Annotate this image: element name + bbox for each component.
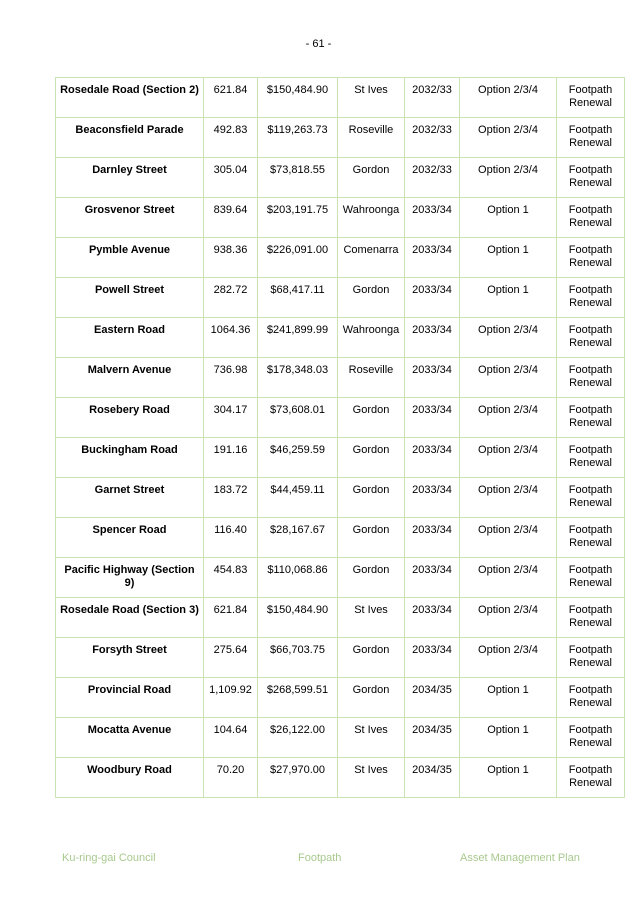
- table-row: [56, 758, 625, 798]
- option-cell: Option 1: [460, 198, 557, 238]
- page-number: - 61 -: [305, 38, 332, 50]
- year-cell: 2033/34: [405, 598, 460, 638]
- area-cell: 454.83: [204, 558, 258, 598]
- table-row: [56, 638, 625, 678]
- table-row: [56, 318, 625, 358]
- option-cell: Option 2/3/4: [460, 558, 557, 598]
- table-row: [56, 398, 625, 438]
- area-cell: 116.40: [204, 518, 258, 558]
- area-cell: 183.72: [204, 478, 258, 518]
- option-cell: Option 2/3/4: [460, 638, 557, 678]
- treatment-cell: Footpath Renewal: [557, 758, 625, 798]
- suburb-cell: Gordon: [338, 558, 405, 598]
- cost-cell: $241,899.99: [258, 318, 338, 358]
- area-cell: 736.98: [204, 358, 258, 398]
- road-name-cell: Malvern Avenue: [56, 358, 204, 398]
- option-cell: Option 2/3/4: [460, 78, 557, 118]
- suburb-cell: Gordon: [338, 158, 405, 198]
- cost-cell: $226,091.00: [258, 238, 338, 278]
- year-cell: 2034/35: [405, 678, 460, 718]
- treatment-cell: Footpath Renewal: [557, 598, 625, 638]
- year-cell: 2033/34: [405, 198, 460, 238]
- year-cell: 2033/34: [405, 558, 460, 598]
- suburb-cell: Gordon: [338, 518, 405, 558]
- road-name-cell: Mocatta Avenue: [56, 718, 204, 758]
- treatment-cell: Footpath Renewal: [557, 678, 625, 718]
- table-body: [56, 78, 625, 798]
- cost-cell: $178,348.03: [258, 358, 338, 398]
- road-name-cell: Eastern Road: [56, 318, 204, 358]
- year-cell: 2033/34: [405, 518, 460, 558]
- treatment-cell: Footpath Renewal: [557, 718, 625, 758]
- road-name-cell: Grosvenor Street: [56, 198, 204, 238]
- option-cell: Option 2/3/4: [460, 438, 557, 478]
- table-row: [56, 518, 625, 558]
- year-cell: 2032/33: [405, 78, 460, 118]
- footer-section: Footpath: [298, 852, 342, 864]
- option-cell: Option 2/3/4: [460, 158, 557, 198]
- road-name-cell: Darnley Street: [56, 158, 204, 198]
- option-cell: Option 1: [460, 758, 557, 798]
- table-row: [56, 278, 625, 318]
- cost-cell: $203,191.75: [258, 198, 338, 238]
- year-cell: 2032/33: [405, 158, 460, 198]
- footer-organisation: Ku-ring-gai Council: [62, 852, 156, 864]
- road-name-cell: Woodbury Road: [56, 758, 204, 798]
- treatment-cell: Footpath Renewal: [557, 278, 625, 318]
- treatment-cell: Footpath Renewal: [557, 558, 625, 598]
- road-name-cell: Rosedale Road (Section 3): [56, 598, 204, 638]
- year-cell: 2033/34: [405, 278, 460, 318]
- table-row: [56, 118, 625, 158]
- area-cell: 191.16: [204, 438, 258, 478]
- year-cell: 2033/34: [405, 358, 460, 398]
- cost-cell: $68,417.11: [258, 278, 338, 318]
- cost-cell: $27,970.00: [258, 758, 338, 798]
- area-cell: 1,109.92: [204, 678, 258, 718]
- year-cell: 2033/34: [405, 318, 460, 358]
- cost-cell: $268,599.51: [258, 678, 338, 718]
- suburb-cell: Roseville: [338, 358, 405, 398]
- area-cell: 104.64: [204, 718, 258, 758]
- suburb-cell: Roseville: [338, 118, 405, 158]
- year-cell: 2033/34: [405, 398, 460, 438]
- road-name-cell: Rosedale Road (Section 2): [56, 78, 204, 118]
- year-cell: 2033/34: [405, 238, 460, 278]
- cost-cell: $46,259.59: [258, 438, 338, 478]
- area-cell: 938.36: [204, 238, 258, 278]
- cost-cell: $119,263.73: [258, 118, 338, 158]
- suburb-cell: Gordon: [338, 398, 405, 438]
- option-cell: Option 2/3/4: [460, 318, 557, 358]
- treatment-cell: Footpath Renewal: [557, 358, 625, 398]
- area-cell: 70.20: [204, 758, 258, 798]
- year-cell: 2034/35: [405, 718, 460, 758]
- option-cell: Option 2/3/4: [460, 118, 557, 158]
- treatment-cell: Footpath Renewal: [557, 158, 625, 198]
- area-cell: 282.72: [204, 278, 258, 318]
- table-row: [56, 558, 625, 598]
- suburb-cell: St Ives: [338, 598, 405, 638]
- year-cell: 2032/33: [405, 118, 460, 158]
- treatment-cell: Footpath Renewal: [557, 438, 625, 478]
- cost-cell: $44,459.11: [258, 478, 338, 518]
- cost-cell: $26,122.00: [258, 718, 338, 758]
- area-cell: 305.04: [204, 158, 258, 198]
- footer-document-title: Asset Management Plan: [460, 852, 580, 864]
- option-cell: Option 2/3/4: [460, 358, 557, 398]
- treatment-cell: Footpath Renewal: [557, 198, 625, 238]
- road-name-cell: Buckingham Road: [56, 438, 204, 478]
- year-cell: 2034/35: [405, 758, 460, 798]
- suburb-cell: Gordon: [338, 438, 405, 478]
- suburb-cell: Wahroonga: [338, 198, 405, 238]
- table-row: [56, 78, 625, 118]
- cost-cell: $150,484.90: [258, 78, 338, 118]
- suburb-cell: Comenarra: [338, 238, 405, 278]
- road-name-cell: Provincial Road: [56, 678, 204, 718]
- table-row: [56, 198, 625, 238]
- table-row: [56, 238, 625, 278]
- suburb-cell: Gordon: [338, 278, 405, 318]
- cost-cell: $150,484.90: [258, 598, 338, 638]
- option-cell: Option 1: [460, 718, 557, 758]
- treatment-cell: Footpath Renewal: [557, 478, 625, 518]
- area-cell: 492.83: [204, 118, 258, 158]
- cost-cell: $110,068.86: [258, 558, 338, 598]
- option-cell: Option 1: [460, 678, 557, 718]
- treatment-cell: Footpath Renewal: [557, 638, 625, 678]
- suburb-cell: St Ives: [338, 718, 405, 758]
- table-row: [56, 718, 625, 758]
- cost-cell: $73,608.01: [258, 398, 338, 438]
- suburb-cell: St Ives: [338, 758, 405, 798]
- year-cell: 2033/34: [405, 478, 460, 518]
- treatment-cell: Footpath Renewal: [557, 118, 625, 158]
- footpath-works-table: [55, 77, 625, 798]
- treatment-cell: Footpath Renewal: [557, 518, 625, 558]
- area-cell: 1064.36: [204, 318, 258, 358]
- treatment-cell: Footpath Renewal: [557, 78, 625, 118]
- table-row: [56, 478, 625, 518]
- suburb-cell: Gordon: [338, 638, 405, 678]
- area-cell: 304.17: [204, 398, 258, 438]
- table-row: [56, 158, 625, 198]
- table-row: [56, 358, 625, 398]
- area-cell: 275.64: [204, 638, 258, 678]
- suburb-cell: Gordon: [338, 678, 405, 718]
- suburb-cell: Gordon: [338, 478, 405, 518]
- year-cell: 2033/34: [405, 638, 460, 678]
- year-cell: 2033/34: [405, 438, 460, 478]
- suburb-cell: St Ives: [338, 78, 405, 118]
- table-row: [56, 678, 625, 718]
- road-name-cell: Rosebery Road: [56, 398, 204, 438]
- cost-cell: $28,167.67: [258, 518, 338, 558]
- option-cell: Option 2/3/4: [460, 598, 557, 638]
- option-cell: Option 2/3/4: [460, 518, 557, 558]
- area-cell: 839.64: [204, 198, 258, 238]
- road-name-cell: Forsyth Street: [56, 638, 204, 678]
- treatment-cell: Footpath Renewal: [557, 318, 625, 358]
- area-cell: 621.84: [204, 598, 258, 638]
- table-row: [56, 438, 625, 478]
- treatment-cell: Footpath Renewal: [557, 238, 625, 278]
- area-cell: 621.84: [204, 78, 258, 118]
- option-cell: Option 1: [460, 238, 557, 278]
- road-name-cell: Beaconsfield Parade: [56, 118, 204, 158]
- cost-cell: $73,818.55: [258, 158, 338, 198]
- treatment-cell: Footpath Renewal: [557, 398, 625, 438]
- road-name-cell: Pymble Avenue: [56, 238, 204, 278]
- road-name-cell: Powell Street: [56, 278, 204, 318]
- table-row: [56, 598, 625, 638]
- suburb-cell: Wahroonga: [338, 318, 405, 358]
- cost-cell: $66,703.75: [258, 638, 338, 678]
- option-cell: Option 2/3/4: [460, 478, 557, 518]
- road-name-cell: Spencer Road: [56, 518, 204, 558]
- road-name-cell: Pacific Highway (Section 9): [56, 558, 204, 598]
- option-cell: Option 1: [460, 278, 557, 318]
- road-name-cell: Garnet Street: [56, 478, 204, 518]
- option-cell: Option 2/3/4: [460, 398, 557, 438]
